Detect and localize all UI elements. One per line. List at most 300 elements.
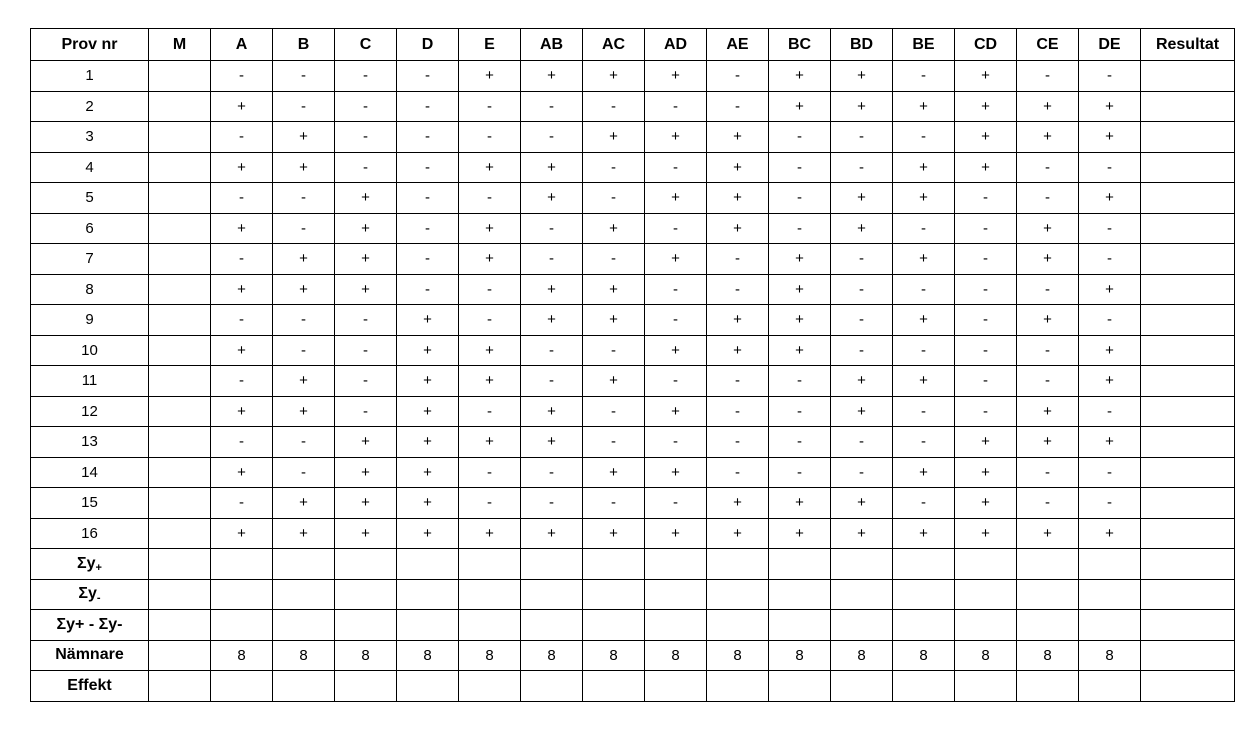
summary-cell: 8 bbox=[831, 640, 893, 671]
matrix-cell: + bbox=[769, 61, 831, 92]
summary-cell bbox=[1141, 549, 1235, 580]
matrix-cell: - bbox=[397, 244, 459, 275]
matrix-cell: + bbox=[459, 244, 521, 275]
summary-row bbox=[31, 549, 1235, 580]
matrix-cell: + bbox=[335, 183, 397, 214]
summary-cell bbox=[459, 610, 521, 641]
matrix-cell: + bbox=[831, 91, 893, 122]
matrix-cell: - bbox=[583, 244, 645, 275]
summary-cell bbox=[1079, 549, 1141, 580]
matrix-cell: - bbox=[583, 91, 645, 122]
matrix-cell bbox=[1141, 183, 1235, 214]
matrix-cell bbox=[1141, 91, 1235, 122]
matrix-cell: + bbox=[955, 488, 1017, 519]
matrix-cell: - bbox=[397, 61, 459, 92]
matrix-cell: - bbox=[273, 305, 335, 336]
summary-cell: 8 bbox=[583, 640, 645, 671]
summary-row bbox=[31, 610, 1235, 641]
matrix-cell: - bbox=[459, 122, 521, 153]
matrix-cell: - bbox=[397, 213, 459, 244]
matrix-cell: - bbox=[459, 305, 521, 336]
table-row bbox=[31, 91, 1235, 122]
matrix-cell: + bbox=[459, 335, 521, 366]
run-number-cell: 7 bbox=[31, 244, 149, 275]
matrix-cell: + bbox=[645, 396, 707, 427]
matrix-cell bbox=[149, 335, 211, 366]
summary-cell bbox=[149, 610, 211, 641]
matrix-cell: + bbox=[769, 305, 831, 336]
matrix-cell: + bbox=[955, 152, 1017, 183]
matrix-cell: - bbox=[335, 61, 397, 92]
table-header bbox=[31, 29, 1235, 61]
matrix-cell bbox=[1141, 61, 1235, 92]
summary-cell bbox=[707, 671, 769, 702]
summary-cell: 8 bbox=[645, 640, 707, 671]
matrix-cell: - bbox=[955, 244, 1017, 275]
matrix-cell bbox=[149, 91, 211, 122]
matrix-cell: - bbox=[893, 61, 955, 92]
matrix-cell: - bbox=[769, 122, 831, 153]
matrix-cell: - bbox=[645, 91, 707, 122]
matrix-cell: + bbox=[211, 213, 273, 244]
matrix-cell: - bbox=[645, 427, 707, 458]
table-row bbox=[31, 427, 1235, 458]
matrix-cell: + bbox=[1017, 122, 1079, 153]
matrix-cell: - bbox=[335, 366, 397, 397]
column-header-ad: AD bbox=[645, 29, 707, 61]
column-header-ce: CE bbox=[1017, 29, 1079, 61]
table-body bbox=[31, 61, 1235, 702]
matrix-cell: + bbox=[335, 244, 397, 275]
matrix-cell: + bbox=[521, 396, 583, 427]
matrix-cell: + bbox=[1079, 91, 1141, 122]
matrix-cell bbox=[1141, 122, 1235, 153]
column-header-d: D bbox=[397, 29, 459, 61]
summary-row-label: Σy- bbox=[31, 579, 149, 610]
matrix-cell bbox=[1141, 244, 1235, 275]
summary-cell bbox=[893, 610, 955, 641]
matrix-cell: + bbox=[645, 183, 707, 214]
summary-cell bbox=[1141, 579, 1235, 610]
matrix-cell: + bbox=[459, 427, 521, 458]
summary-cell: 8 bbox=[335, 640, 397, 671]
column-header-ac: AC bbox=[583, 29, 645, 61]
matrix-cell: - bbox=[645, 366, 707, 397]
matrix-cell: - bbox=[831, 457, 893, 488]
matrix-cell: + bbox=[769, 488, 831, 519]
summary-cell bbox=[1017, 671, 1079, 702]
matrix-cell: - bbox=[397, 152, 459, 183]
matrix-cell: + bbox=[955, 457, 1017, 488]
run-number-cell: 9 bbox=[31, 305, 149, 336]
matrix-cell: + bbox=[273, 274, 335, 305]
summary-cell bbox=[1141, 671, 1235, 702]
matrix-cell: - bbox=[645, 488, 707, 519]
table-row bbox=[31, 61, 1235, 92]
summary-cell: 8 bbox=[397, 640, 459, 671]
matrix-cell: + bbox=[397, 518, 459, 549]
table-row bbox=[31, 305, 1235, 336]
matrix-cell: + bbox=[769, 91, 831, 122]
matrix-cell: - bbox=[211, 183, 273, 214]
matrix-cell: - bbox=[707, 366, 769, 397]
matrix-cell: - bbox=[211, 61, 273, 92]
column-header-bc: BC bbox=[769, 29, 831, 61]
matrix-cell: - bbox=[831, 427, 893, 458]
matrix-cell: + bbox=[769, 335, 831, 366]
matrix-cell: + bbox=[831, 213, 893, 244]
matrix-cell: - bbox=[769, 152, 831, 183]
summary-cell: 8 bbox=[1079, 640, 1141, 671]
header-row bbox=[31, 29, 1235, 61]
summary-cell bbox=[397, 671, 459, 702]
matrix-cell: - bbox=[707, 244, 769, 275]
summary-cell bbox=[769, 610, 831, 641]
matrix-cell: - bbox=[1079, 488, 1141, 519]
matrix-cell: + bbox=[645, 518, 707, 549]
matrix-cell: - bbox=[955, 183, 1017, 214]
matrix-cell: - bbox=[707, 396, 769, 427]
summary-cell bbox=[397, 579, 459, 610]
summary-cell bbox=[521, 549, 583, 580]
matrix-cell: + bbox=[769, 274, 831, 305]
matrix-cell: - bbox=[707, 427, 769, 458]
summary-cell bbox=[769, 579, 831, 610]
matrix-cell: - bbox=[1017, 335, 1079, 366]
matrix-cell: - bbox=[521, 122, 583, 153]
matrix-cell: - bbox=[459, 183, 521, 214]
matrix-cell: - bbox=[1017, 61, 1079, 92]
matrix-cell: + bbox=[955, 122, 1017, 153]
matrix-cell: + bbox=[707, 518, 769, 549]
table-row bbox=[31, 183, 1235, 214]
summary-cell bbox=[273, 610, 335, 641]
matrix-cell: - bbox=[521, 488, 583, 519]
table-row bbox=[31, 335, 1235, 366]
summary-cell bbox=[273, 579, 335, 610]
column-header-c: C bbox=[335, 29, 397, 61]
matrix-cell: - bbox=[459, 396, 521, 427]
matrix-cell: + bbox=[521, 152, 583, 183]
matrix-cell: + bbox=[831, 61, 893, 92]
matrix-cell bbox=[149, 366, 211, 397]
summary-cell bbox=[707, 579, 769, 610]
matrix-cell bbox=[149, 122, 211, 153]
summary-cell: 8 bbox=[211, 640, 273, 671]
matrix-cell: + bbox=[273, 396, 335, 427]
matrix-cell: + bbox=[335, 213, 397, 244]
summary-cell bbox=[831, 579, 893, 610]
summary-cell bbox=[831, 671, 893, 702]
matrix-cell: + bbox=[273, 488, 335, 519]
matrix-cell: + bbox=[459, 518, 521, 549]
matrix-cell bbox=[1141, 366, 1235, 397]
matrix-cell: - bbox=[955, 335, 1017, 366]
matrix-cell: - bbox=[645, 152, 707, 183]
matrix-cell: - bbox=[273, 91, 335, 122]
column-header-m: M bbox=[149, 29, 211, 61]
summary-cell bbox=[583, 549, 645, 580]
matrix-cell: - bbox=[583, 335, 645, 366]
matrix-cell: - bbox=[707, 61, 769, 92]
summary-cell bbox=[645, 671, 707, 702]
matrix-cell: + bbox=[273, 122, 335, 153]
summary-cell bbox=[769, 671, 831, 702]
matrix-cell: + bbox=[397, 396, 459, 427]
run-number-cell: 16 bbox=[31, 518, 149, 549]
matrix-cell: - bbox=[955, 213, 1017, 244]
summary-cell bbox=[459, 549, 521, 580]
matrix-cell: - bbox=[397, 274, 459, 305]
matrix-cell: - bbox=[397, 91, 459, 122]
matrix-cell: + bbox=[459, 213, 521, 244]
matrix-cell: + bbox=[769, 244, 831, 275]
matrix-cell: + bbox=[707, 122, 769, 153]
column-header-ab: AB bbox=[521, 29, 583, 61]
matrix-cell: - bbox=[1079, 152, 1141, 183]
summary-cell bbox=[955, 549, 1017, 580]
summary-cell bbox=[1017, 610, 1079, 641]
table-row bbox=[31, 366, 1235, 397]
matrix-cell: - bbox=[583, 427, 645, 458]
matrix-cell: + bbox=[831, 366, 893, 397]
matrix-cell: + bbox=[521, 183, 583, 214]
summary-cell: 8 bbox=[521, 640, 583, 671]
summary-cell bbox=[893, 671, 955, 702]
matrix-cell: - bbox=[831, 335, 893, 366]
matrix-cell bbox=[149, 152, 211, 183]
matrix-cell: + bbox=[335, 518, 397, 549]
matrix-cell: - bbox=[893, 488, 955, 519]
matrix-cell: + bbox=[645, 122, 707, 153]
matrix-cell: + bbox=[273, 152, 335, 183]
matrix-cell: - bbox=[1017, 274, 1079, 305]
matrix-cell: + bbox=[1079, 183, 1141, 214]
run-number-cell: 8 bbox=[31, 274, 149, 305]
summary-cell bbox=[583, 610, 645, 641]
matrix-cell: - bbox=[1017, 183, 1079, 214]
matrix-cell: - bbox=[521, 213, 583, 244]
matrix-cell: - bbox=[211, 488, 273, 519]
matrix-cell: - bbox=[1079, 213, 1141, 244]
summary-row-label: Effekt bbox=[31, 671, 149, 702]
matrix-cell: + bbox=[459, 366, 521, 397]
matrix-cell: + bbox=[1017, 427, 1079, 458]
matrix-cell: + bbox=[1079, 122, 1141, 153]
summary-cell bbox=[273, 549, 335, 580]
matrix-cell: - bbox=[1017, 366, 1079, 397]
summary-cell bbox=[335, 671, 397, 702]
matrix-cell: + bbox=[521, 61, 583, 92]
matrix-cell: + bbox=[831, 396, 893, 427]
matrix-cell: + bbox=[1017, 244, 1079, 275]
run-number-cell: 13 bbox=[31, 427, 149, 458]
matrix-cell: - bbox=[769, 183, 831, 214]
matrix-cell: - bbox=[273, 213, 335, 244]
matrix-cell: - bbox=[335, 335, 397, 366]
matrix-cell: + bbox=[893, 366, 955, 397]
matrix-cell: + bbox=[521, 427, 583, 458]
column-header-a: A bbox=[211, 29, 273, 61]
table-row bbox=[31, 244, 1235, 275]
matrix-cell: - bbox=[273, 335, 335, 366]
matrix-cell: + bbox=[335, 274, 397, 305]
summary-cell bbox=[521, 671, 583, 702]
column-header-cd: CD bbox=[955, 29, 1017, 61]
matrix-cell: - bbox=[893, 122, 955, 153]
matrix-cell: + bbox=[893, 244, 955, 275]
summary-row-label: Σy+ - Σy- bbox=[31, 610, 149, 641]
matrix-cell: - bbox=[521, 91, 583, 122]
matrix-cell: + bbox=[707, 152, 769, 183]
matrix-cell: - bbox=[211, 366, 273, 397]
matrix-cell: - bbox=[1017, 152, 1079, 183]
matrix-cell: - bbox=[831, 244, 893, 275]
matrix-cell: - bbox=[1017, 457, 1079, 488]
matrix-cell bbox=[1141, 335, 1235, 366]
matrix-cell: + bbox=[955, 427, 1017, 458]
matrix-cell: + bbox=[1079, 518, 1141, 549]
column-header-b: B bbox=[273, 29, 335, 61]
run-number-cell: 5 bbox=[31, 183, 149, 214]
matrix-cell: + bbox=[831, 488, 893, 519]
matrix-cell: + bbox=[707, 183, 769, 214]
matrix-cell: + bbox=[707, 213, 769, 244]
matrix-cell: - bbox=[831, 274, 893, 305]
matrix-cell: + bbox=[211, 396, 273, 427]
summary-cell bbox=[149, 671, 211, 702]
matrix-cell: - bbox=[955, 366, 1017, 397]
matrix-cell: + bbox=[211, 152, 273, 183]
matrix-cell: + bbox=[397, 427, 459, 458]
matrix-cell: - bbox=[335, 305, 397, 336]
matrix-cell: - bbox=[831, 152, 893, 183]
table-row bbox=[31, 152, 1235, 183]
matrix-cell: + bbox=[211, 274, 273, 305]
summary-cell bbox=[149, 579, 211, 610]
run-number-cell: 4 bbox=[31, 152, 149, 183]
summary-cell bbox=[583, 671, 645, 702]
matrix-cell: + bbox=[955, 61, 1017, 92]
matrix-cell: + bbox=[521, 274, 583, 305]
design-matrix-table bbox=[30, 28, 1235, 702]
matrix-cell: - bbox=[955, 274, 1017, 305]
matrix-cell: + bbox=[583, 61, 645, 92]
matrix-cell bbox=[1141, 427, 1235, 458]
matrix-cell: + bbox=[645, 457, 707, 488]
matrix-cell: - bbox=[397, 122, 459, 153]
run-number-cell: 2 bbox=[31, 91, 149, 122]
matrix-cell: - bbox=[335, 396, 397, 427]
matrix-cell: + bbox=[273, 518, 335, 549]
run-number-cell: 12 bbox=[31, 396, 149, 427]
matrix-cell: - bbox=[459, 91, 521, 122]
matrix-cell: + bbox=[583, 366, 645, 397]
summary-cell: 8 bbox=[955, 640, 1017, 671]
matrix-cell: - bbox=[583, 152, 645, 183]
matrix-cell: + bbox=[645, 244, 707, 275]
matrix-cell: - bbox=[521, 366, 583, 397]
summary-cell bbox=[955, 671, 1017, 702]
matrix-cell: + bbox=[1017, 305, 1079, 336]
run-number-cell: 10 bbox=[31, 335, 149, 366]
matrix-cell: + bbox=[1017, 396, 1079, 427]
matrix-cell: - bbox=[459, 488, 521, 519]
matrix-cell: - bbox=[893, 396, 955, 427]
matrix-cell: - bbox=[645, 305, 707, 336]
matrix-cell: - bbox=[273, 61, 335, 92]
matrix-cell: + bbox=[583, 305, 645, 336]
matrix-cell: - bbox=[769, 396, 831, 427]
matrix-cell: - bbox=[211, 427, 273, 458]
matrix-cell: + bbox=[211, 518, 273, 549]
summary-cell bbox=[831, 549, 893, 580]
summary-cell: 8 bbox=[273, 640, 335, 671]
matrix-cell: + bbox=[397, 488, 459, 519]
matrix-cell: + bbox=[397, 335, 459, 366]
summary-cell bbox=[521, 610, 583, 641]
summary-cell bbox=[769, 549, 831, 580]
matrix-cell: - bbox=[397, 183, 459, 214]
matrix-cell: + bbox=[273, 366, 335, 397]
matrix-cell: - bbox=[831, 305, 893, 336]
column-header-ae: AE bbox=[707, 29, 769, 61]
matrix-cell: + bbox=[397, 305, 459, 336]
summary-cell bbox=[1079, 610, 1141, 641]
table-row bbox=[31, 518, 1235, 549]
matrix-cell: - bbox=[893, 427, 955, 458]
summary-cell bbox=[1017, 579, 1079, 610]
matrix-cell bbox=[1141, 518, 1235, 549]
matrix-cell bbox=[149, 183, 211, 214]
matrix-cell: + bbox=[397, 366, 459, 397]
matrix-cell: + bbox=[1017, 518, 1079, 549]
matrix-cell: + bbox=[583, 457, 645, 488]
matrix-cell: - bbox=[521, 457, 583, 488]
matrix-cell: + bbox=[335, 427, 397, 458]
matrix-cell bbox=[1141, 396, 1235, 427]
summary-cell bbox=[459, 671, 521, 702]
matrix-cell: - bbox=[583, 396, 645, 427]
matrix-cell: - bbox=[831, 122, 893, 153]
run-number-cell: 11 bbox=[31, 366, 149, 397]
summary-cell bbox=[1079, 671, 1141, 702]
table-row bbox=[31, 274, 1235, 305]
matrix-cell: + bbox=[583, 213, 645, 244]
summary-cell bbox=[831, 610, 893, 641]
summary-cell bbox=[645, 549, 707, 580]
matrix-cell: - bbox=[645, 274, 707, 305]
summary-cell bbox=[211, 610, 273, 641]
matrix-cell: - bbox=[1079, 305, 1141, 336]
matrix-cell: - bbox=[583, 183, 645, 214]
matrix-cell: + bbox=[335, 488, 397, 519]
matrix-cell: + bbox=[645, 61, 707, 92]
column-header-prov-nr: Prov nr bbox=[31, 29, 149, 61]
matrix-cell: + bbox=[707, 335, 769, 366]
matrix-cell bbox=[1141, 488, 1235, 519]
column-header-resultat: Resultat bbox=[1141, 29, 1235, 61]
matrix-cell bbox=[1141, 152, 1235, 183]
matrix-cell: - bbox=[335, 91, 397, 122]
summary-cell bbox=[1079, 579, 1141, 610]
matrix-cell: + bbox=[645, 335, 707, 366]
matrix-cell: - bbox=[273, 427, 335, 458]
run-number-cell: 15 bbox=[31, 488, 149, 519]
matrix-cell: - bbox=[583, 488, 645, 519]
matrix-cell: - bbox=[769, 427, 831, 458]
matrix-cell bbox=[1141, 274, 1235, 305]
